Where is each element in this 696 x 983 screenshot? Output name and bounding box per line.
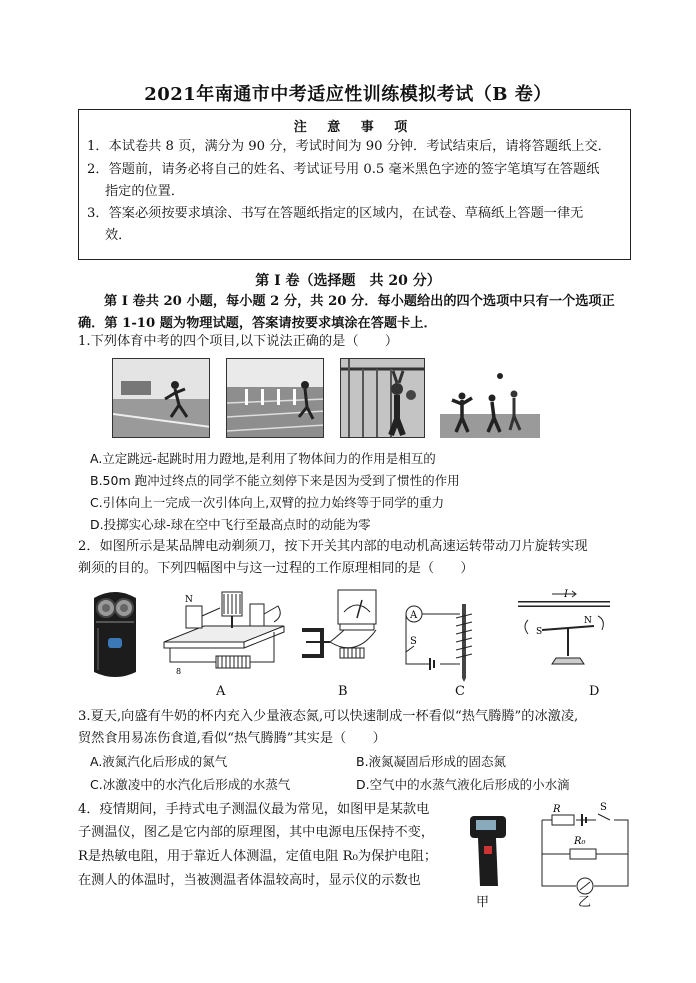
q1-option-d: D.投掷实心球-球在空中飞行至最高点时的动能为零 (90, 517, 371, 532)
electric-shaver-image (86, 588, 144, 680)
exam-title: 2021年南通市中考适应性训练模拟考试（B 卷） (144, 84, 552, 105)
q2-stem-line2: 剃须的目的。下列四幅图中与这一过程的工作原理相同的是（ ） (78, 561, 474, 576)
figure-d-oersted (514, 586, 614, 682)
fig-d-s-label: S (536, 627, 543, 637)
thermometer-circuit-diagram (536, 800, 636, 896)
notice-item-3: 3．答案必须按要求填涂、书写在答题纸指定的区域内，在试卷、草稿纸上答题一律无 (87, 206, 584, 221)
fig-jia-label: 甲 (476, 895, 490, 910)
shot-put-photo (440, 358, 540, 438)
q3-option-d: D.空气中的水蒸气液化后形成的小水滴 (356, 777, 570, 792)
notice-box (78, 109, 631, 260)
q4-line2: 子测温仪，图乙是它内部的原理图，其中电源电压保持不变， (78, 825, 435, 840)
pull-up-photo (340, 358, 425, 438)
q3-option-a: A.液氮汽化后形成的氮气 (90, 754, 228, 769)
figure-c-electromagnet (400, 594, 482, 682)
q3-stem-line2: 贸然食用易冻伤食道,看似“热气腾腾”其实是（ ） (78, 731, 386, 746)
notice-item-1: 1．本试卷共 8 页，满分为 90 分，考试时间为 90 分钟．考试结束后，请将答题纸上交． (87, 139, 611, 154)
fig-r-label: R (553, 804, 561, 815)
notice-item-2-cont: 指定的位置． (105, 184, 185, 199)
q2-label-a: A (216, 684, 226, 699)
section-heading: 第 I 卷（选择题 共 20 分） (255, 273, 441, 289)
notice-item-2: 2．答题前，请务必将自己的姓名、考试证号用 0.5 毫米黑色字迹的签字笔填写在答题纸 (87, 162, 600, 177)
thermometer-gun-image (462, 812, 522, 892)
notice-item-3-cont: 效． (105, 228, 132, 243)
q2-label-c: C (455, 684, 465, 699)
q4-line1: 4．疫情期间，手持式电子测温仪最为常见，如图甲是某款电 (78, 802, 430, 817)
q1-option-b: B.50m 跑冲过终点的同学不能立刻停下来是因为受到了惯性的作用 (90, 473, 460, 488)
q3-option-c: C.冰激凌中的水汽化后形成的水蒸气 (90, 777, 291, 792)
section-intro-line1: 第 I 卷共 20 小题，每小题 2 分，共 20 分．每小题给出的四个选项中只有一个选项正 (104, 294, 615, 309)
figure-b-galvanometer (296, 586, 388, 682)
q2-stem-line1: 2．如图所示是某品牌电动剃须刀，按下开关其内部的电动机高速运转带动刀片旋转实现 (78, 539, 588, 554)
standing-jump-photo (112, 358, 210, 438)
fig-c-switch-label: S (410, 636, 417, 647)
fig-d-current-label: I (564, 589, 568, 600)
q1-option-c: C.引体向上一完成一次引体向上,双臂的拉力始终等于同学的重力 (90, 495, 445, 510)
fig-s-label: S (600, 802, 607, 813)
q3-stem-line1: 3.夏天,向盛有牛奶的杯内充入少量液态氮,可以快速制成一杯看似“热气腾腾”的冰激凌, (78, 709, 579, 724)
fig-a-8-label: 8 (176, 667, 182, 676)
q1-stem: 1.下列体育中考的四个项目,以下说法正确的是（ ） (78, 334, 399, 349)
fig-d-n-label: N (584, 616, 592, 626)
sprint-photo (226, 358, 324, 438)
figure-a-motor (160, 586, 290, 682)
q2-label-b: B (338, 684, 348, 699)
fig-yi-label: 乙 (578, 895, 592, 910)
q4-line4: 在测人的体温时，当被测温者体温较高时，显示仪的示数也 (78, 873, 421, 888)
fig-a-n-label: N (185, 595, 193, 605)
q3-option-b: B.液氮凝固后形成的固态氮 (356, 754, 507, 769)
section-intro-line2: 确．第 1-10 题为物理试题，答案请按要求填涂在答题卡上． (78, 316, 437, 331)
fig-c-ammeter-label: A (410, 610, 418, 621)
q4-line3: R是热敏电阻，用于靠近人体测温，定值电阻 R₀为保护电阻； (78, 849, 438, 864)
notice-heading: 注 意 事 项 (293, 120, 416, 135)
q2-label-d: D (589, 684, 600, 699)
q1-option-a: A.立定跳远-起跳时用力蹬地,是利用了物体间力的作用是相互的 (90, 451, 436, 466)
fig-r0-label: R₀ (574, 836, 586, 847)
